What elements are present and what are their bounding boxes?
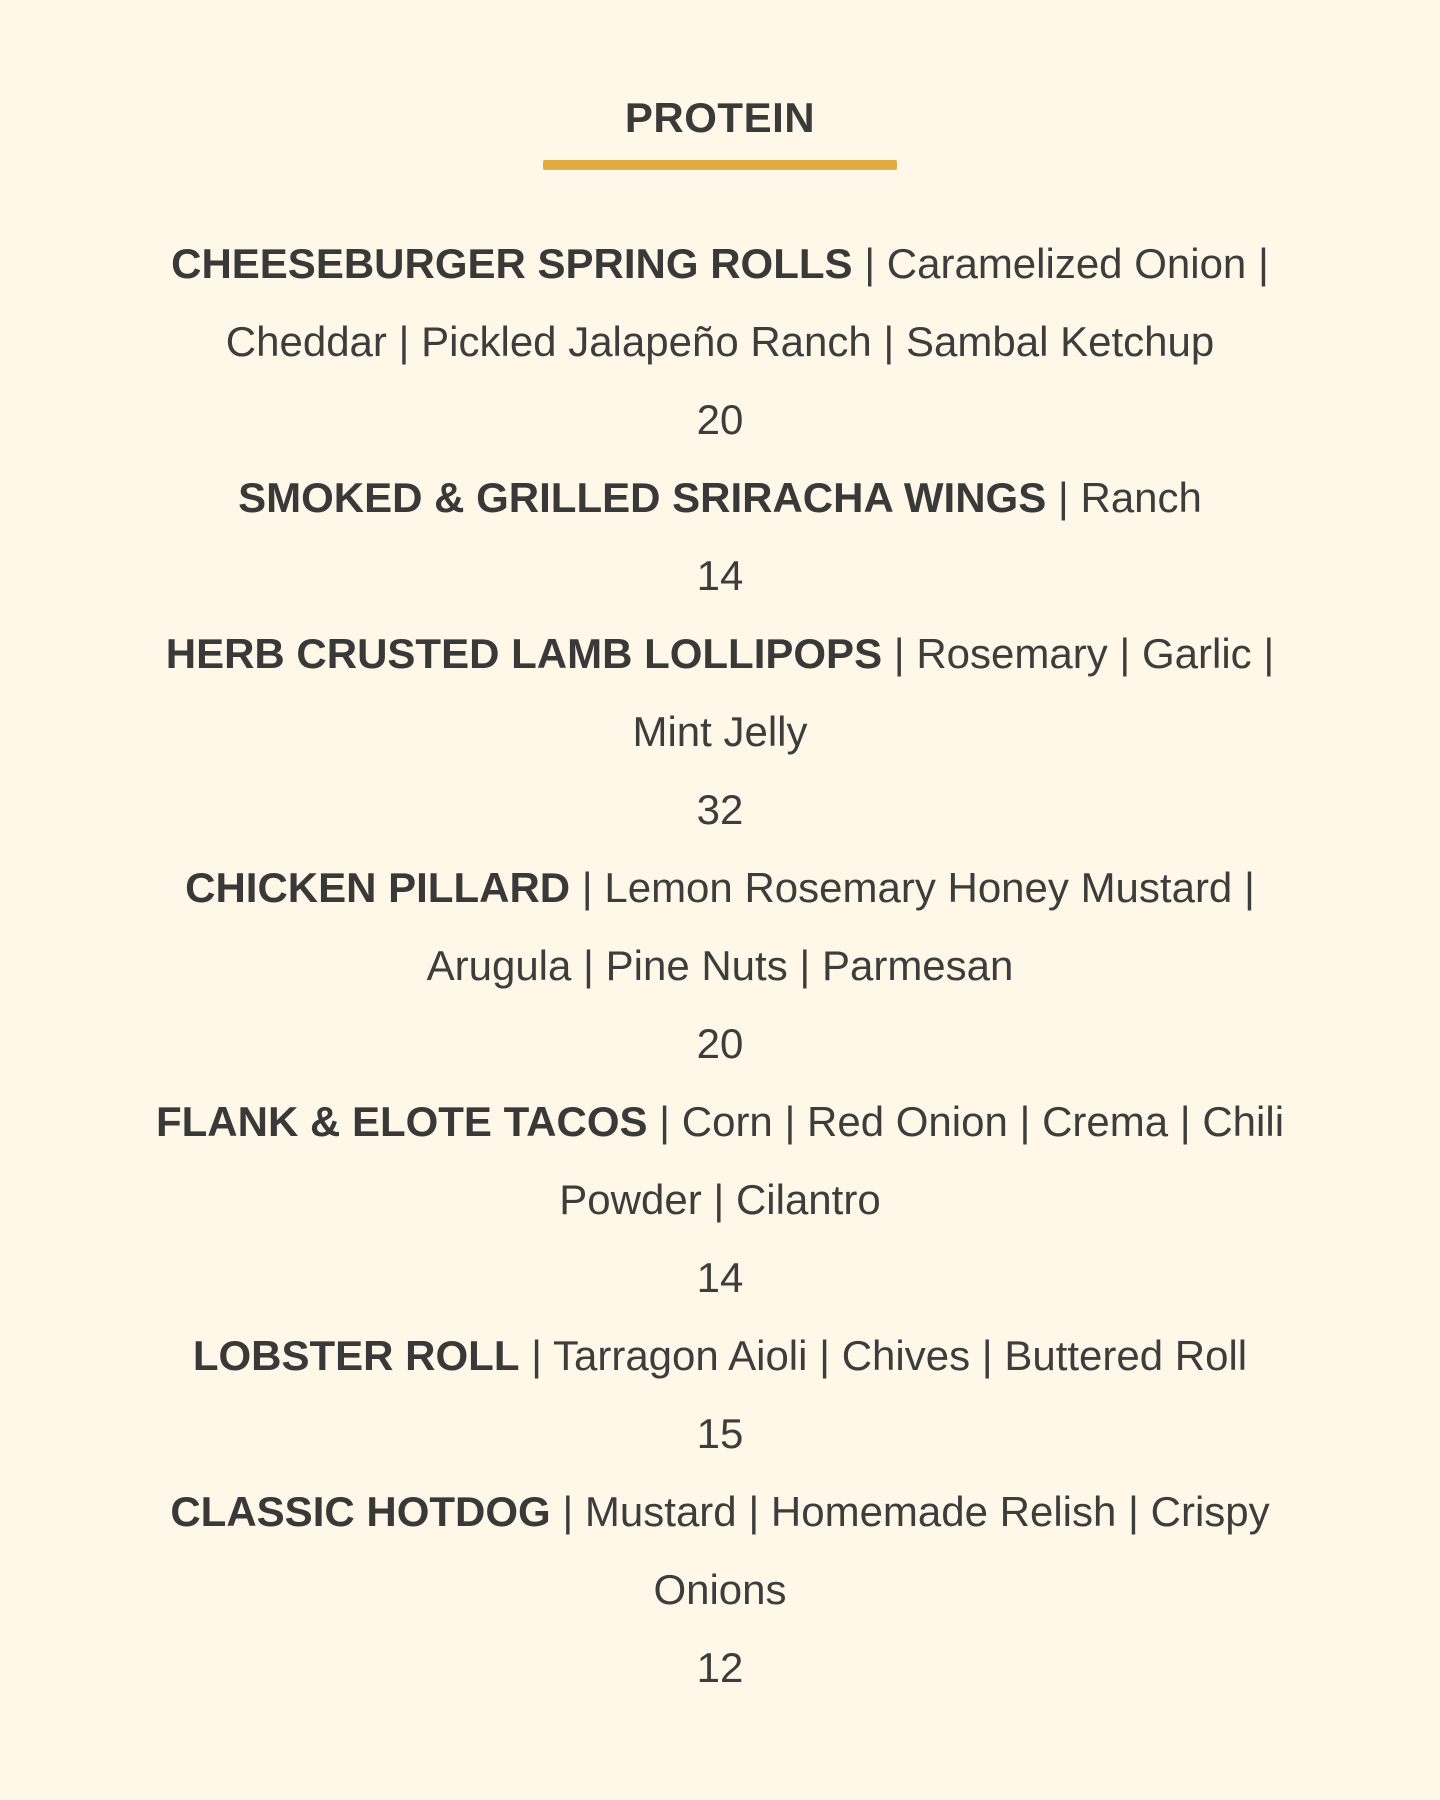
- menu-item-sriracha-wings: [140, 459, 1300, 615]
- menu-item-description: | Ranch: [1046, 474, 1202, 521]
- menu-item-price: 20: [696, 396, 744, 443]
- menu-item-name: HERB CRUSTED LAMB LOLLIPOPS: [165, 630, 883, 677]
- menu-item-lamb-lollipops: [140, 615, 1300, 849]
- menu-item-price: 14: [696, 552, 744, 599]
- menu-item-description: | Tarragon Aioli | Chives | Buttered Roll: [519, 1332, 1248, 1379]
- menu-item-name: LOBSTER ROLL: [192, 1332, 520, 1379]
- menu-item-text: [140, 1317, 1300, 1395]
- menu-item-chicken-pillard: [140, 849, 1300, 1083]
- menu-item-description: | Caramelized Onion | Cheddar | Pickled Jalapeño Ranch | Sambal Ketchup: [225, 240, 1269, 365]
- menu-item-lobster-roll: [140, 1317, 1300, 1473]
- menu-item-flank-elote-tacos: [140, 1083, 1300, 1317]
- title-underline: [543, 160, 897, 170]
- menu-item-name: FLANK & ELOTE TACOS: [155, 1098, 648, 1145]
- menu-item-description: | Lemon Rosemary Honey Mustard | Arugula | Pine Nuts | Parmesan: [426, 864, 1255, 989]
- menu-item-text: [140, 225, 1300, 381]
- menu-item-name: CHICKEN PILLARD: [185, 864, 571, 911]
- menu-item-price: 20: [696, 1020, 744, 1067]
- menu-item-price: 32: [696, 786, 744, 833]
- menu-item-name: CHEESEBURGER SPRING ROLLS: [171, 240, 853, 287]
- menu-item-text: [140, 615, 1300, 771]
- menu-item-text: [140, 1473, 1300, 1629]
- menu-item-description: | Corn | Red Onion | Crema | Chili Powder | Cilantro: [559, 1098, 1285, 1223]
- menu-item-description: | Rosemary | Garlic | Mint Jelly: [632, 630, 1275, 755]
- menu-item-name: SMOKED & GRILLED SRIRACHA WINGS: [238, 474, 1047, 521]
- menu-item-cheeseburger-spring-rolls: [140, 225, 1300, 459]
- menu-item-description: | Mustard | Homemade Relish | Crispy Onions: [550, 1488, 1270, 1613]
- menu-item-name: CLASSIC HOTDOG: [170, 1488, 551, 1535]
- menu-item-text: [140, 1083, 1300, 1239]
- menu-item-classic-hotdog: [140, 1473, 1300, 1707]
- menu-list: [140, 225, 1300, 1707]
- menu-item-price: 14: [696, 1254, 744, 1301]
- menu-item-text: [140, 459, 1300, 537]
- menu-item-price: 15: [696, 1410, 744, 1457]
- menu-item-text: [140, 849, 1300, 1005]
- section-title: PROTEIN: [624, 94, 816, 141]
- menu-item-price: 12: [696, 1644, 744, 1691]
